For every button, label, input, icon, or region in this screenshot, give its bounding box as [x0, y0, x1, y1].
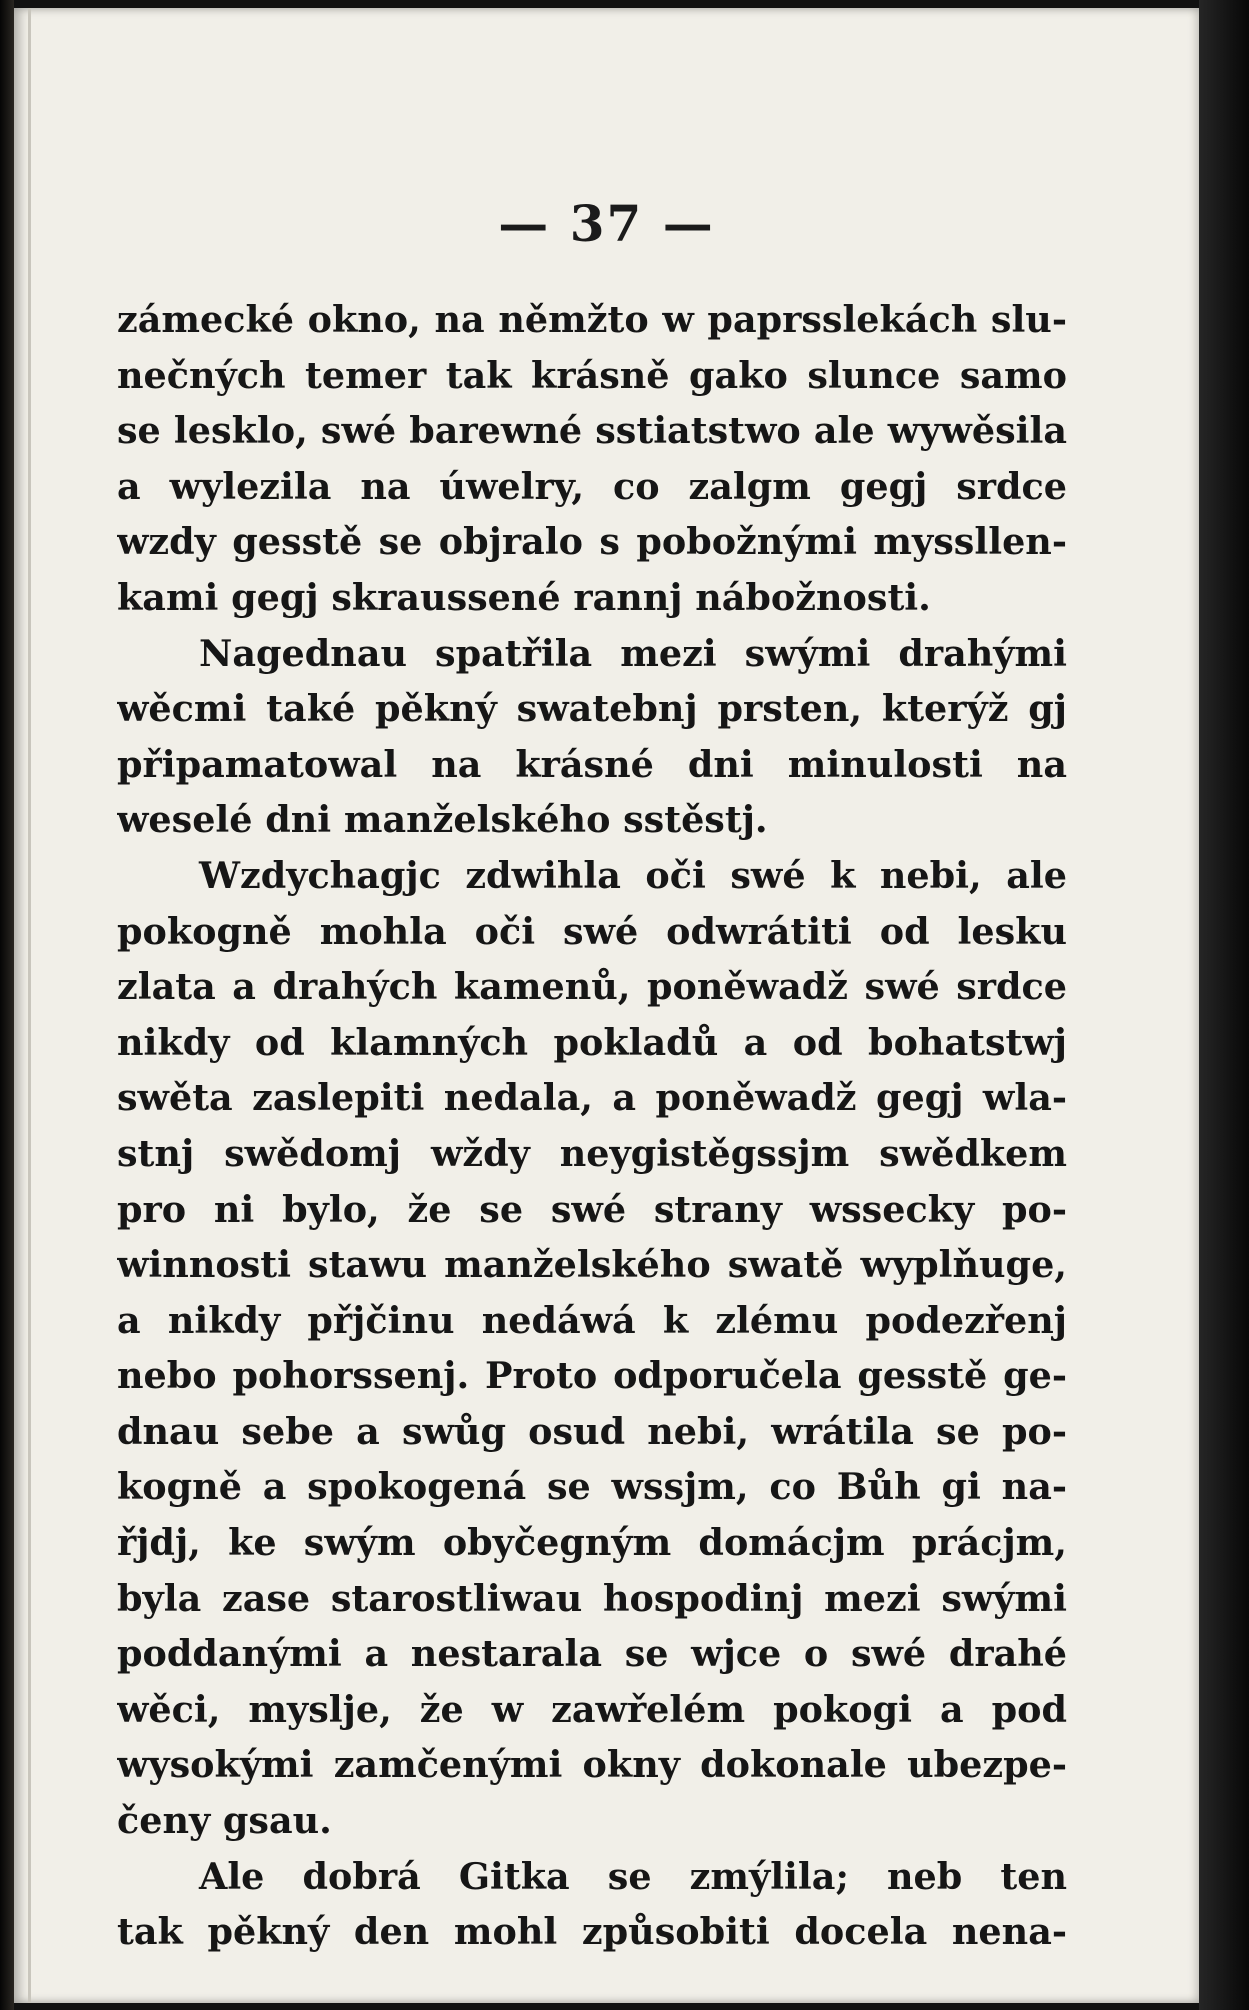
text-line: řjdj, ke swým obyčegným domácjm prácjm,: [117, 1521, 1067, 1565]
text-line: zámecké okno, na němžto w paprsslekách slu-: [117, 298, 1067, 341]
text-line: tak pěkný den mohl způsobiti docela nena-: [117, 1910, 1067, 1954]
text-line: stnj swědomj wždy neygistěgssjm swědkem: [117, 1131, 1067, 1175]
text-line: kami gegj skraussené rannj nábožnosti.: [117, 575, 931, 619]
text-line: Ale dobrá Gitka se zmýlila; neb ten: [199, 1854, 1067, 1898]
book-page: [14, 8, 1199, 2003]
text-line: a nikdy přjčinu nedáwá k zlému podezřenj: [117, 1298, 1067, 1342]
book-edge-right: [1199, 0, 1249, 2010]
text-line: weselé dni manželského sstěstj.: [117, 798, 768, 842]
text-line: wěcmi také pěkný swatebnj prsten, kterýž gj: [117, 687, 1067, 731]
text-line: se lesklo, swé barewné sstiatstwo ale wywěsila: [117, 409, 1067, 453]
text-line: dnau sebe a swůg osud nebi, wrátila se po-: [117, 1409, 1067, 1453]
text-line: připamatowal na krásné dni minulosti na: [117, 742, 1067, 786]
text-line: wzdy gesstě se objralo s pobožnými myssllen-: [117, 520, 1067, 564]
text-line: nebo pohorssenj. Proto odporučela gesstě ge-: [117, 1354, 1067, 1398]
book-edge-left: [0, 0, 14, 2010]
text-line: nečných temer tak krásně gako slunce samo: [117, 353, 1067, 397]
text-line: wysokými zamčenými okny dokonale ubezpe-: [117, 1743, 1067, 1787]
text-line: Nagednau spatřila mezi swými drahými: [199, 631, 1067, 675]
text-line: pro ni bylo, že se swé strany wssecky po-: [117, 1187, 1067, 1231]
text-line: a wylezila na úwelry, co zalgm gegj srdce: [117, 464, 1067, 508]
page-text: [117, 292, 1067, 1960]
page-number: — 37 —: [498, 194, 715, 253]
text-line: Wzdychagjc zdwihla oči swé k nebi, ale: [199, 853, 1067, 897]
text-line: wěci, myslje, že w zawřelém pokogi a pod: [117, 1687, 1067, 1731]
text-line: byla zase starostliwau hospodinj mezi swými: [117, 1576, 1067, 1620]
text-line: čeny gsau.: [117, 1799, 332, 1843]
text-line: pokogně mohla oči swé odwrátiti od lesku: [117, 909, 1067, 953]
text-line: winnosti stawu manželského swatě wyplňuge,: [117, 1243, 1067, 1287]
text-line: kogně a spokogená se wssjm, co Bůh gi na-: [117, 1465, 1067, 1509]
text-line: zlata a drahých kamenů, poněwadž swé srdce: [117, 965, 1067, 1009]
text-line: swěta zaslepiti nedala, a poněwadž gegj wla-: [117, 1076, 1067, 1120]
text-line: nikdy od klamných pokladů a od bohatstwj: [117, 1020, 1067, 1064]
text-line: poddanými a nestarala se wjce o swé drahé: [117, 1632, 1067, 1676]
page-gutter: [28, 8, 31, 2003]
